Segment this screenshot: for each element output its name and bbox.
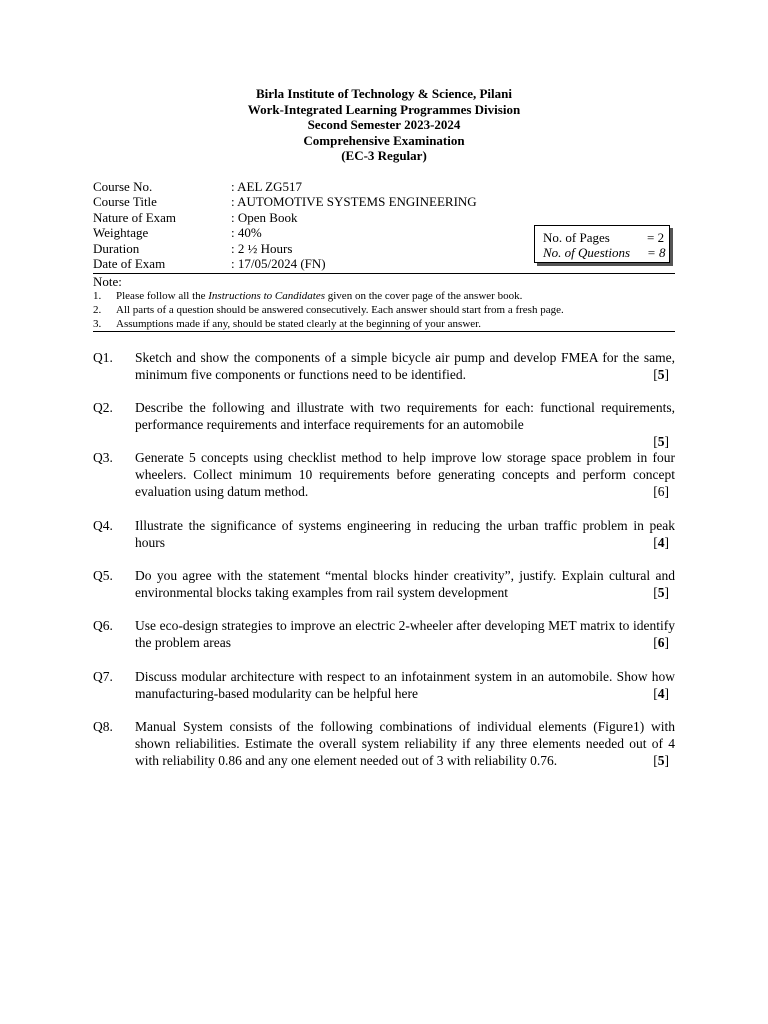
info-row xyxy=(93,194,477,209)
question-marks: [6] xyxy=(653,484,669,499)
info-row xyxy=(93,210,477,225)
info-value: : AUTOMOTIVE SYSTEMS ENGINEERING xyxy=(231,194,477,210)
note-text: given on the cover page of the answer book. xyxy=(325,290,523,302)
info-label: Duration xyxy=(93,240,140,256)
note-title: Note: xyxy=(93,274,122,289)
question-2 xyxy=(93,399,675,450)
question-3 xyxy=(93,449,675,500)
info-value: : 40% xyxy=(231,225,262,241)
note-item xyxy=(93,303,675,317)
info-row xyxy=(93,256,477,271)
info-value: : AEL ZG517 xyxy=(231,179,303,194)
pages-label: No. of Pages xyxy=(543,230,610,245)
question-marks: [4] xyxy=(653,535,669,550)
info-label: Course No. xyxy=(93,179,153,194)
info-row xyxy=(93,225,477,240)
note-text: Assumptions made if any, should be stated clearly at the beginning of your answer. xyxy=(116,318,481,331)
info-label: Weightage xyxy=(93,225,149,241)
question-text: Generate 5 concepts using checklist method to help improve low storage space problem in four wheelers. Collect minimum 10 requirements before generating concepts and perform concept evaluation using datum method. xyxy=(135,450,675,499)
question-7 xyxy=(93,668,675,702)
question-marks: [5] xyxy=(653,585,669,600)
info-row xyxy=(93,179,477,194)
question-marks: [5] xyxy=(653,367,669,382)
question-marks: [5] xyxy=(653,753,669,768)
info-value: : 17/05/2024 (FN) xyxy=(231,256,326,272)
question-6 xyxy=(93,617,675,651)
question-number: Q2. xyxy=(93,400,113,415)
info-label: Nature of Exam xyxy=(93,209,177,225)
note-number: 3. xyxy=(93,318,102,331)
divider-bottom xyxy=(93,331,675,332)
note-section xyxy=(93,274,675,332)
question-number: Q7. xyxy=(93,669,113,684)
pages-box xyxy=(534,225,670,263)
pages-value: = 2 xyxy=(647,230,665,245)
note-emphasis: Instructions to Candidates xyxy=(208,290,325,302)
info-value: : Open Book xyxy=(231,209,298,225)
question-text: Use eco-design strategies to improve an electric 2-wheeler after developing MET matrix to identify the problem areas xyxy=(135,618,675,650)
question-text: Manual System consists of the following combinations of individual elements (Figure1) with shown reliabilities. Estimate the overall system reliability if any three elements needed out of 4 with reliability 0.86 and any one element needed out of 3 with reliability 0.76. xyxy=(135,719,675,768)
note-number: 2. xyxy=(93,304,102,317)
question-number: Q4. xyxy=(93,518,113,533)
note-item xyxy=(93,289,675,303)
note-item xyxy=(93,317,675,331)
info-label: Date of Exam xyxy=(93,256,166,272)
question-number: Q3. xyxy=(93,450,113,465)
institute-name: Birla Institute of Technology & Science, Pilani xyxy=(255,86,513,101)
question-number: Q1. xyxy=(93,350,113,365)
question-4 xyxy=(93,517,675,551)
division-name: Work-Integrated Learning Programmes Division xyxy=(247,101,521,117)
question-5 xyxy=(93,567,675,601)
course-info xyxy=(93,179,477,271)
note-text: Please follow all the xyxy=(116,290,209,302)
questions-label: No. of Questions xyxy=(543,245,631,261)
note-number: 1. xyxy=(93,290,102,302)
exam-header xyxy=(0,86,768,164)
question-8 xyxy=(93,718,675,769)
question-text: Sketch and show the components of a simple bicycle air pump and develop FMEA for the same, minimum five components or functions need to be identified. xyxy=(135,350,675,382)
note-text: All parts of a question should be answered consecutively. Each answer should start from a fresh page. xyxy=(116,304,564,317)
question-1 xyxy=(93,349,675,383)
semester: Second Semester 2023-2024 xyxy=(307,117,461,133)
info-value: : 2 ½ Hours xyxy=(231,240,293,256)
info-row xyxy=(93,241,477,256)
question-number: Q5. xyxy=(93,568,113,583)
question-number: Q8. xyxy=(93,719,113,734)
question-text: Discuss modular architecture with respect to an infotainment system in an automobile. Show how manufacturing-based modularity can be helpful here xyxy=(135,669,675,701)
question-text: Describe the following and illustrate with two requirements for each: functional requirements, performance requirements and interface requirements for an automobile xyxy=(135,400,675,432)
question-text: Illustrate the significance of systems engineering in reducing the urban traffic problem in peak hours xyxy=(135,518,675,550)
question-marks: [4] xyxy=(653,686,669,701)
exam-code: (EC-3 Regular) xyxy=(341,148,427,164)
exam-type: Comprehensive Examination xyxy=(303,132,465,148)
question-text: Do you agree with the statement “mental blocks hinder creativity”, justify. Explain cultural and environmental blocks taking examples from rail system development xyxy=(135,568,675,600)
question-marks: [6] xyxy=(653,635,669,650)
info-label: Course Title xyxy=(93,194,157,210)
question-marks: [5] xyxy=(653,434,669,449)
questions-value: = 8 xyxy=(647,245,666,261)
question-number: Q6. xyxy=(93,618,113,633)
